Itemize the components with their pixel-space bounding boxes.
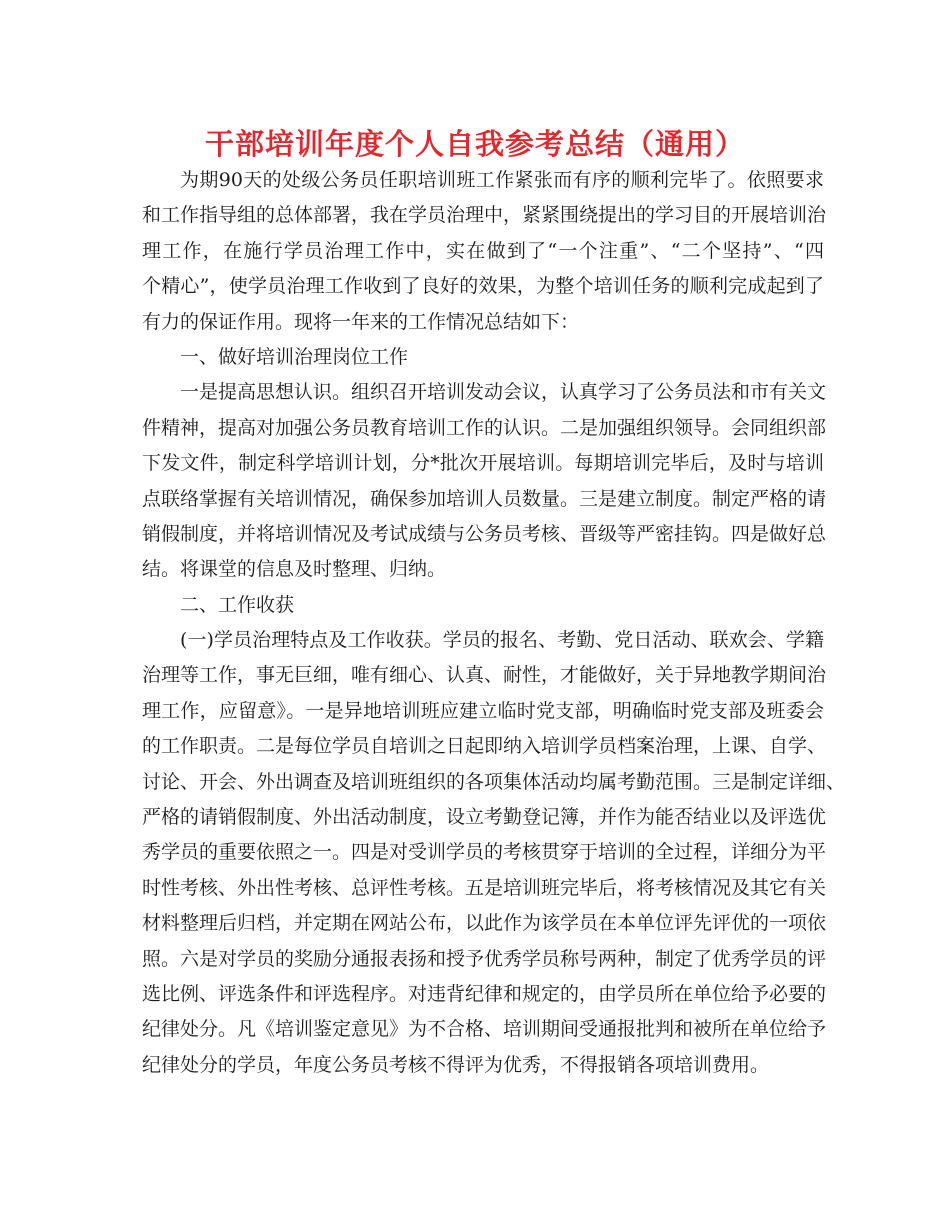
text-line: 纪律处分的学员，年度公务员考核不得评为优秀，不得报销各项培训费用。: [142, 1053, 770, 1076]
text-line: 二、工作收获: [180, 593, 295, 616]
document-body: [142, 163, 846, 1083]
text-line: 理工作，应留意》。一是异地培训班应建立临时党支部，明确临时党支部及班委会: [142, 699, 824, 722]
text-line: (一)学员治理特点及工作收获。学员的报名、考勤、党日活动、联欢会、学籍: [180, 629, 824, 652]
text-line: 纪律处分。凡《培训鉴定意见》为不合格、培训期间受通报批判和被所在单位给予: [142, 1018, 827, 1041]
text-line: 治理等工作，事无巨细，唯有细心、认真、耐性，才能做好，关于异地教学期间治: [142, 664, 827, 687]
text-line: 照。六是对学员的奖励分通报表扬和授予优秀学员称号两种，制定了优秀学员的评: [142, 947, 827, 970]
text-line: 秀学员的重要依照之一。四是对受训学员的考核贯穿于培训的全过程，详细分为平: [142, 841, 827, 864]
text-line: 下发文件，制定科学培训计划，分*批次开展培训。每期培训完毕后，及时与培训: [142, 452, 824, 475]
text-line: 一是提高思想认识。组织召开培训发动会议，认真学习了公务员法和市有关文: [180, 381, 827, 404]
text-line: 结。将课堂的信息及时整理、归纳。: [142, 558, 447, 581]
text-line: 点联络掌握有关培训情况，确保参加培训人员数量。三是建立制度。制定严格的请: [142, 487, 827, 510]
text-line: 有力的保证作用。现将一年来的工作情况总结如下：: [142, 310, 580, 333]
text-line: 一、做好培训治理岗位工作: [180, 345, 409, 368]
text-line: 个精心”，使学员治理工作收到了良好的效果，为整个培训任务的顺利完成起到了: [142, 275, 824, 298]
text-line: 和工作指导组的总体部署，我在学员治理中，紧紧围绕提出的学习目的开展培训治: [142, 204, 827, 227]
document-title: 干部培训年度个人自我参考总结（通用）: [204, 127, 745, 161]
text-line: 件精神，提高对加强公务员教育培训工作的认识。二是加强组织领导。会同组织部: [142, 416, 827, 439]
text-line: 严格的请销假制度、外出活动制度，设立考勤登记簿，并作为能否结业以及评选优: [142, 806, 827, 829]
text-line: 时性考核、外出性考核、总评性考核。五是培训班完毕后，将考核情况及其它有关: [142, 876, 827, 899]
text-line: 理工作，在施行学员治理工作中，实在做到了“一个注重”、“二个坚持”、“四: [142, 239, 824, 262]
text-line: 选比例、评选条件和评选程序。对违背纪律和规定的，由学员所在单位给予必要的: [142, 982, 827, 1005]
text-line: 销假制度，并将培训情况及考试成绩与公务员考核、晋级等严密挂钩。四是做好总: [142, 522, 827, 545]
text-line: 讨论、开会、外出调查及培训班组织的各项集体活动均属考勤范围。三是制定详细、: [142, 770, 846, 793]
text-line: 为期90天的处级公务员任职培训班工作紧张而有序的顺利完毕了。依照要求: [180, 169, 824, 191]
text-line: 材料整理后归档，并定期在网站公布，以此作为该学员在本单位评先评优的一项依: [142, 912, 827, 935]
text-line: 的工作职责。二是每位学员自培训之日起即纳入培训学员档案治理，上课、自学、: [142, 735, 827, 758]
